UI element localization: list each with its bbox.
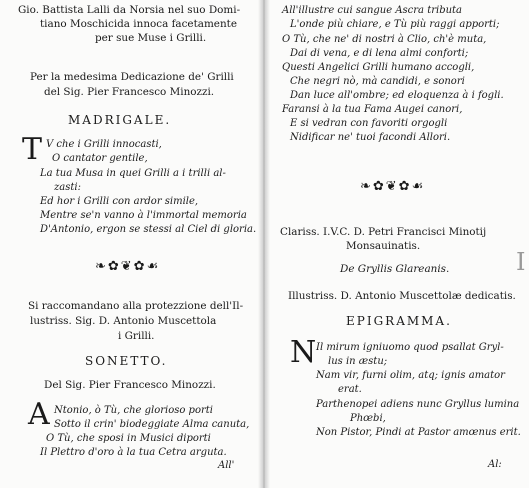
- clarissimo-line-1: Clariss. I.V.C. D. Petri Francisci Minotij: [280, 226, 487, 238]
- poem-line-8: Faransi à la tua Fama Augei canori,: [282, 104, 463, 115]
- header-line-2: tiano Moschicida innoca facetamente: [40, 18, 237, 30]
- sonetto-dropcap: A: [28, 397, 50, 432]
- poem-line-6: Che negri nò, mà candidi, e sonori: [290, 76, 465, 87]
- clarissimo-line-2: Monsauinatis.: [346, 240, 421, 252]
- dedication-line-2: del Sig. Pier Francesco Minozzi.: [44, 86, 215, 98]
- madrigale-line-3: La tua Musa in quei Grilli a i trilli al-: [40, 168, 226, 179]
- recommendation-line-3: i Grilli.: [118, 330, 155, 342]
- sonetto-title: SONETTO.: [85, 354, 168, 368]
- poem-line-5: Questi Angelici Grilli humano accogli,: [282, 62, 475, 73]
- catchword-right: Al:: [488, 459, 502, 470]
- printer-ornament-left: ❧✿❦✿☙: [95, 259, 161, 274]
- poem-line-10: Nidificar ne' tuoi facondi Allori.: [290, 132, 451, 143]
- left-page: [0, 0, 262, 488]
- sonetto-author: Del Sig. Pier Francesco Minozzi.: [44, 379, 216, 391]
- poem-line-7: Dan luce all'ombre; ed eloquenza à i fogli.: [290, 90, 504, 101]
- epigramma-line-3: Nam vir, furni olim, atq; ignis amator: [316, 370, 505, 381]
- poem-line-2: L'onde più chiare, e Tù più raggi apporti;: [290, 19, 500, 30]
- recommendation-line-2: lustriss. Sig. D. Antonio Muscettola: [30, 315, 217, 327]
- catchword-left: All': [218, 460, 235, 471]
- madrigale-title: MADRIGALE.: [68, 113, 172, 127]
- epigramma-title: EPIGRAMMA.: [346, 314, 452, 328]
- header-line-3: per sue Muse i Grilli.: [95, 32, 207, 44]
- madrigale-line-7: D'Antonio, ergon se stessi al Ciel di gloria.: [40, 224, 257, 235]
- madrigale-line-1: V che i Grilli innocasti,: [46, 139, 162, 150]
- page-edge-mark: I: [516, 248, 526, 276]
- sonetto-line-2: Sotto il crin' biodeggiate Alma canuta,: [54, 419, 250, 430]
- sonetto-line-3: O Tù, che sposi in Musici diporti: [46, 433, 211, 444]
- right-page: [266, 0, 529, 488]
- poem-line-9: E si vedran con favoriti orgogli: [290, 118, 448, 129]
- madrigale-line-5: Ed hor i Grilli con ardor simile,: [40, 196, 199, 207]
- poem-line-3: O Tù, che ne' di nostri à Clio, ch'è muta,: [282, 34, 487, 45]
- epigramma-line-6: Phœbi,: [350, 413, 386, 424]
- illustrissimo-line: Illustriss. D. Antonio Muscettolæ dedicatis.: [288, 290, 516, 302]
- recommendation-line-1: Si raccomandano alla protezzione dell'Il-: [28, 300, 244, 312]
- sonetto-line-4: Il Plettro d'oro à la tua Cetra arguta.: [40, 447, 227, 458]
- madrigale-line-4: zasti:: [54, 182, 81, 193]
- poem-line-1: All'illustre cui sangue Ascra tributa: [282, 5, 463, 16]
- header-line-1: Gio. Battista Lalli da Norsia nel suo Domi-: [18, 4, 241, 16]
- poem-line-4: Dai di vena, e di lena almi conforti;: [290, 48, 469, 59]
- epigramma-line-1: Il mirum igniuomo quod psallat Gryl-: [316, 342, 504, 353]
- madrigale-line-6: Mentre se'n vanno à l'immortal memoria: [40, 210, 247, 221]
- dedication-line-1: Per la medesima Dedicazione de' Grilli: [30, 71, 234, 83]
- sonetto-line-1: Ntonio, ò Tù, che glorioso porti: [54, 405, 213, 416]
- printer-ornament-right: ❧✿❦✿☙: [360, 179, 426, 194]
- epigramma-dropcap: N: [290, 335, 317, 370]
- madrigale-line-2: O cantator gentile,: [52, 153, 148, 164]
- madrigale-dropcap: T: [22, 132, 43, 167]
- epigramma-line-4: erat.: [338, 384, 362, 395]
- de-gryllis-heading: De Gryllis Glareanis.: [340, 263, 450, 275]
- epigramma-line-2: lus in æstu;: [328, 356, 388, 367]
- epigramma-line-5: Parthenopei adiens nunc Gryllus lumina: [316, 399, 520, 410]
- epigramma-line-7: Non Pistor, Pindi at Pastor amœnus erit.: [316, 427, 521, 438]
